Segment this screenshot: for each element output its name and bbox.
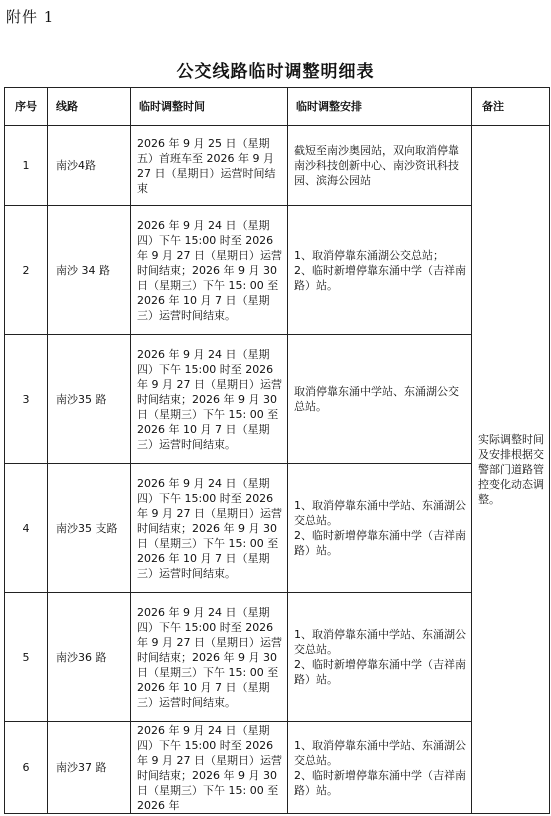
adjust-plan	[288, 593, 472, 722]
table-row	[5, 722, 550, 814]
note-cell: 实际调整时间及安排根据交警部门道路管控变化动态调整。	[472, 126, 550, 814]
adjust-plan	[288, 464, 472, 593]
plan-line: 2、临时新增停靠东涌中学（吉祥南路）站。	[294, 768, 466, 797]
header-route: 线路	[48, 88, 131, 126]
plan-line: 1、取消停靠东涌中学站、东涌湖公交总站。	[294, 738, 466, 767]
header-no: 序号	[5, 88, 48, 126]
table-row	[5, 335, 550, 464]
row-number: 2	[5, 206, 48, 335]
header-note: 备注	[472, 88, 550, 126]
route-name: 南沙4路	[48, 126, 131, 206]
row-number: 5	[5, 593, 48, 722]
adjust-plan	[288, 206, 472, 335]
adjustment-table	[4, 87, 550, 814]
plan-line: 2、临时新增停靠东涌中学（吉祥南路）站。	[294, 529, 466, 557]
route-name: 南沙36 路	[48, 593, 131, 722]
route-name: 南沙35 路	[48, 335, 131, 464]
document-title: 公交线路临时调整明细表	[176, 62, 375, 82]
plan-line: 1、取消停靠东涌湖公交总站；	[294, 248, 444, 262]
route-name: 南沙35 支路	[48, 464, 131, 593]
attachment-label: 附件 1	[6, 8, 55, 26]
row-number: 3	[5, 335, 48, 464]
table-row	[5, 593, 550, 722]
adjust-plan	[288, 722, 472, 814]
adjust-time: 2026 年 9 月 24 日（星期四）下午 15:00 时至 2026 年 9 月 27 日（星期日）运营时间结束；2026 年 9 月 30 日（星期三）下午 15: 00 至 2026 年	[131, 722, 288, 814]
plan-line: 取消停靠东涌中学站、东涌湖公交总站。	[294, 385, 459, 413]
plan-line: 1、取消停靠东涌中学站、东涌湖公交总站。	[294, 628, 466, 656]
adjust-time: 2026 年 9 月 24 日（星期四）下午 15:00 时至 2026 年 9 月 27 日（星期日）运营时间结束；2026 年 9 月 30 日（星期三）下午 15: 00 至 2026 年 10 月 7 日（星期三）运营时间结束。	[131, 593, 288, 722]
adjust-time: 2026 年 9 月 24 日（星期四）下午 15:00 时至 2026 年 9 月 27 日（星期日）运营时间结束；2026 年 9 月 30 日（星期三）下午 15: 00 至 2026 年 10 月 7 日（星期三）运营时间结束。	[131, 206, 288, 335]
row-number: 4	[5, 464, 48, 593]
row-number: 6	[5, 722, 48, 814]
plan-line: 2、临时新增停靠东涌中学（吉祥南路）站。	[294, 658, 466, 686]
plan-line: 2、临时新增停靠东涌中学（吉祥南路）站。	[294, 263, 466, 292]
table-row	[5, 126, 550, 206]
plan-line: 1、取消停靠东涌中学站、东涌湖公交总站。	[294, 499, 466, 527]
adjust-time: 2026 年 9 月 24 日（星期四）下午 15:00 时至 2026 年 9 月 27 日（星期日）运营时间结束；2026 年 9 月 30 日（星期三）下午 15: 00 至 2026 年 10 月 7 日（星期三）运营时间结束。	[131, 464, 288, 593]
table-row	[5, 464, 550, 593]
table-row	[5, 206, 550, 335]
row-number: 1	[5, 126, 48, 206]
route-name: 南沙 34 路	[48, 206, 131, 335]
header-time: 临时调整时间	[131, 88, 288, 126]
adjust-plan	[288, 335, 472, 464]
header-plan: 临时调整安排	[288, 88, 472, 126]
adjust-time: 2026 年 9 月 24 日（星期四）下午 15:00 时至 2026 年 9 月 27 日（星期日）运营时间结束；2026 年 9 月 30 日（星期三）下午 15: 00 至 2026 年 10 月 7 日（星期三）运营时间结束。	[131, 335, 288, 464]
plan-line: 截短至南沙奥园站，双向取消停靠南沙科技创新中心、南沙资讯科技园、滨海公园站	[294, 144, 459, 187]
adjust-plan	[288, 126, 472, 206]
table-header-row	[5, 88, 550, 126]
adjust-time: 2026 年 9 月 25 日（星期五）首班车至 2026 年 9 月 27 日（星期日）运营时间结束	[131, 126, 288, 206]
route-name: 南沙37 路	[48, 722, 131, 814]
